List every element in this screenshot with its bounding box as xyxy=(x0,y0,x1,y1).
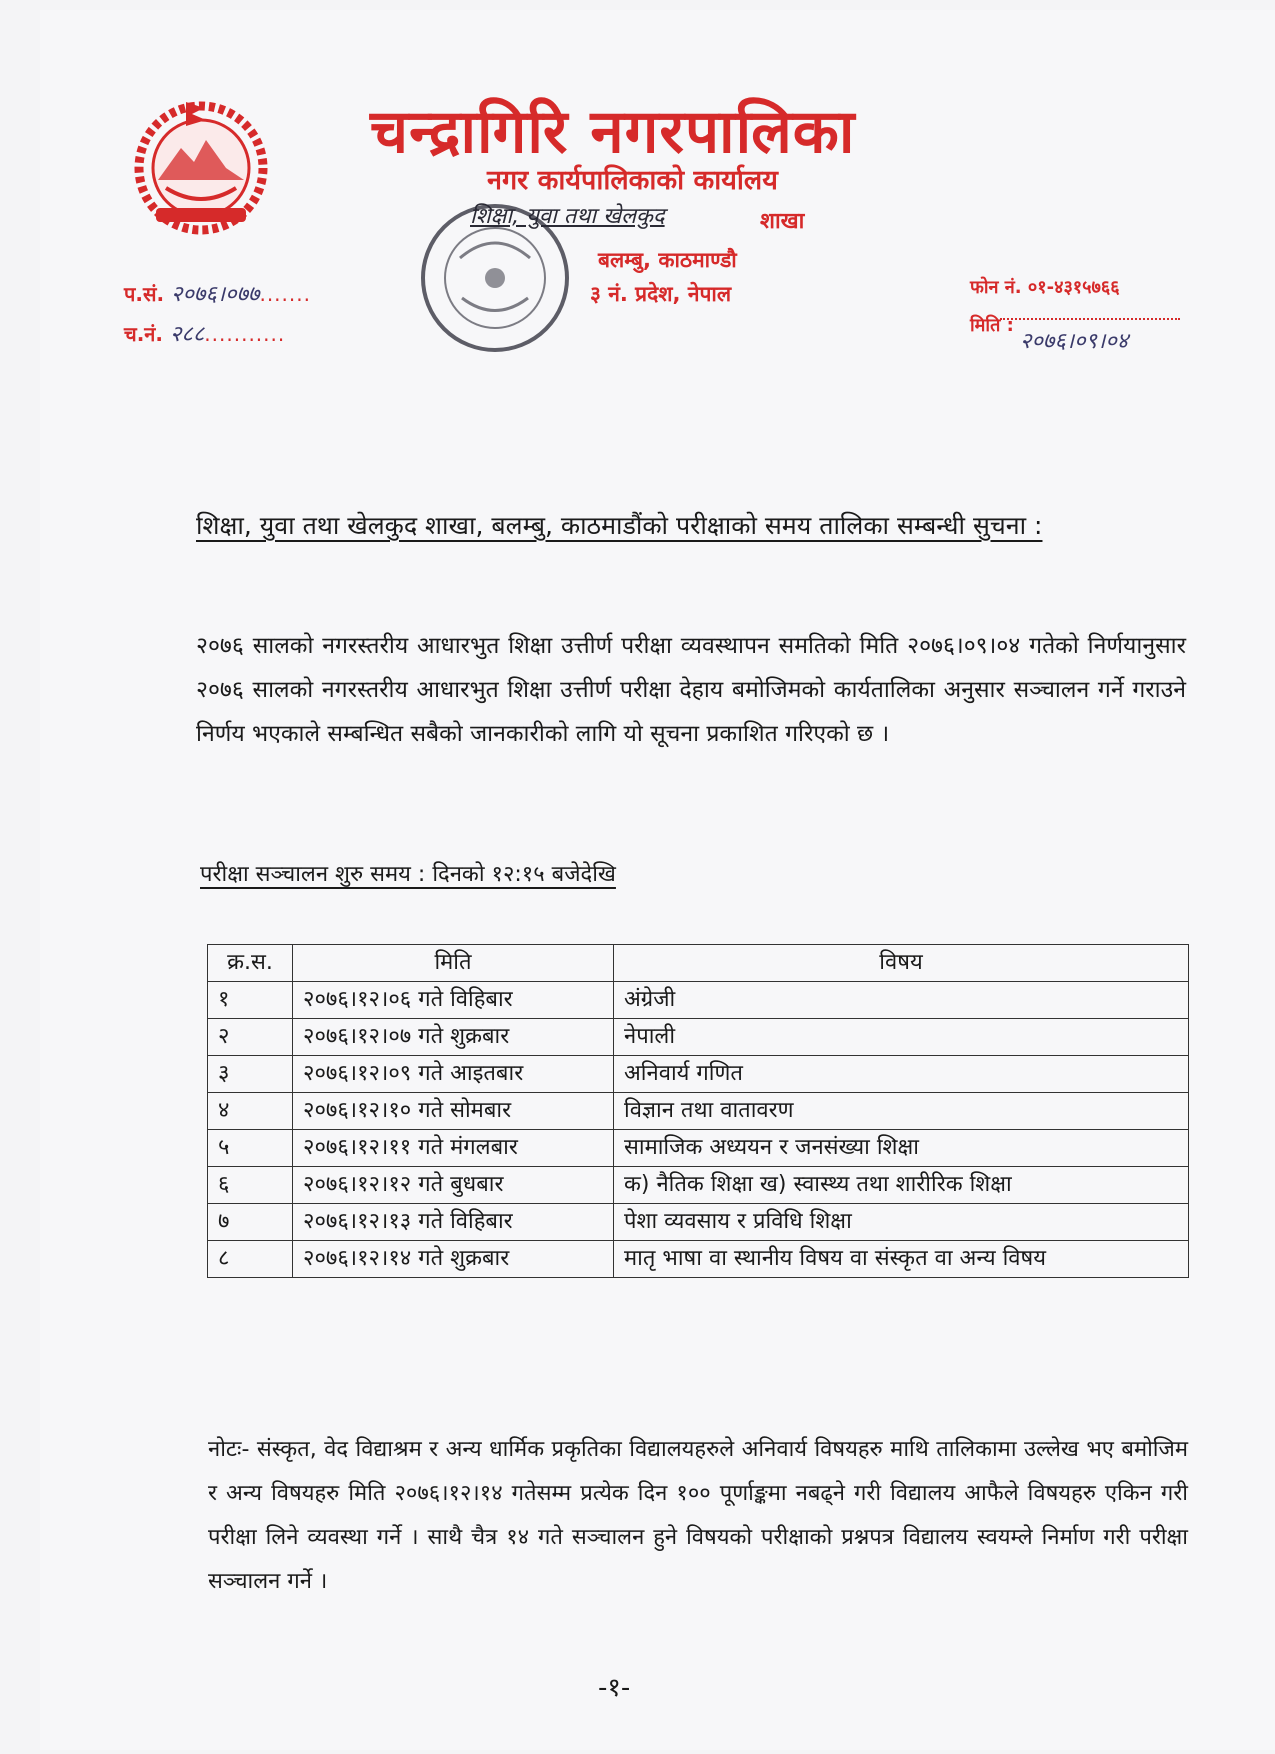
row-subject: मातृ भाषा वा स्थानीय विषय वा संस्कृत वा अन्य विषय xyxy=(614,1241,1189,1278)
row-date: २०७६।१२।०९ गते आइतबार xyxy=(293,1056,614,1093)
branch-name-handwritten: शिक्षा, युवा तथा खेलकुद xyxy=(470,204,665,229)
row-subject: विज्ञान तथा वातावरण xyxy=(614,1093,1189,1130)
reference-number: प.सं. २०७६।०७७....... xyxy=(124,282,311,307)
row-subject: पेशा व्यवसाय र प्रविधि शिक्षा xyxy=(614,1204,1189,1241)
header-subject: विषय xyxy=(614,945,1189,982)
address-line-2: ३ नं. प्रदेश, नेपाल xyxy=(590,282,732,306)
header-serial: क्र.स. xyxy=(208,945,293,982)
notice-body: २०७६ सालको नगरस्तरीय आधारभुत शिक्षा उत्तीर्ण परीक्षा व्यवस्थापन समतिको मिति २०७६।०९।०४ गतेको निर्णयानुसार २०७६ सालको नगरस्तरीय आधारभुत शिक्षा उत्तीर्ण परीक्षा देहाय बमोजिमको कार्यतालिका अनुसार सञ्चालन गर्ने गराउने निर्णय भएकाले सम्बन्धित सबैको जानकारीको लागि यो सूचना प्रकाशित गरिएको छ । xyxy=(196,633,1186,747)
reference-number-value: २०७६।०७७ xyxy=(171,282,260,307)
row-serial: ५ xyxy=(208,1130,293,1167)
table-row xyxy=(208,1167,1189,1204)
dispatch-number: च.नं. २८८........... xyxy=(124,322,286,347)
notice-heading: शिक्षा, युवा तथा खेलकुद शाखा, बलम्बु, काठमाडौंको परीक्षाको समय तालिका सम्बन्धी सुचना : xyxy=(196,511,1043,540)
page-number: -१- xyxy=(598,1673,631,1703)
row-subject: अनिवार्य गणित xyxy=(614,1056,1189,1093)
dispatch-number-value: २८८ xyxy=(169,322,205,347)
address-line-1: बलम्बु, काठमाण्डौ xyxy=(598,248,737,272)
table-row xyxy=(208,1241,1189,1278)
table-row xyxy=(208,1019,1189,1056)
row-serial: ७ xyxy=(208,1204,293,1241)
exam-start-time: परीक्षा सञ्चालन शुरु समय : दिनको १२:१५ बजेदेखि xyxy=(200,862,616,887)
office-stamp-icon xyxy=(400,188,610,368)
date-dotted-line xyxy=(1000,318,1180,320)
row-serial: ४ xyxy=(208,1093,293,1130)
row-date: २०७६।१२।१२ गते बुधबार xyxy=(293,1167,614,1204)
table-row xyxy=(208,1204,1189,1241)
row-serial: २ xyxy=(208,1019,293,1056)
row-subject: नेपाली xyxy=(614,1019,1189,1056)
row-serial: ८ xyxy=(208,1241,293,1278)
row-date: २०७६।१२।१३ गते विहिबार xyxy=(293,1204,614,1241)
row-date: २०७६।१२।१० गते सोमबार xyxy=(293,1093,614,1130)
row-date: २०७६।१२।०६ गते विहिबार xyxy=(293,982,614,1019)
row-serial: १ xyxy=(208,982,293,1019)
date-label: मिति : xyxy=(970,315,1014,336)
date-value-handwritten: २०७६।०९।०४ xyxy=(1020,329,1129,354)
table-row xyxy=(208,1056,1189,1093)
reference-number-label: प.सं. xyxy=(124,282,165,306)
table-header-row xyxy=(208,945,1189,982)
exam-schedule-table xyxy=(207,944,1189,1278)
row-subject: क) नैतिक शिक्षा ख) स्वास्थ्य तथा शारीरिक शिक्षा xyxy=(614,1167,1189,1204)
office-name: नगर कार्यपालिकाको कार्यालय xyxy=(487,165,778,196)
dispatch-number-label: च.नं. xyxy=(124,322,163,346)
table-row xyxy=(208,982,1189,1019)
row-serial: ३ xyxy=(208,1056,293,1093)
row-date: २०७६।१२।०७ गते शुक्रबार xyxy=(293,1019,614,1056)
table-row xyxy=(208,1093,1189,1130)
nepal-emblem-icon xyxy=(126,90,276,240)
row-date: २०७६।१२।१४ गते शुक्रबार xyxy=(293,1241,614,1278)
organization-name: चन्द्रागिरि नगरपालिका xyxy=(370,97,856,167)
header-date: मिति xyxy=(293,945,614,982)
row-serial: ६ xyxy=(208,1167,293,1204)
branch-suffix: शाखा xyxy=(760,209,805,234)
note-paragraph: नोटः- संस्कृत, वेद विद्याश्रम र अन्य धार्मिक प्रकृतिका विद्यालयहरुले अनिवार्य विषयहरु माथि तालिकामा उल्लेख भए बमोजिम र अन्य विषयहरु मिति २०७६।१२।१४ गतेसम्म प्रत्येक दिन १०० पूर्णाङ्कमा नबढ्ने गरी विद्यालय आफैले विषयहरु एकिन गरी परीक्षा लिने व्यवस्था गर्ने । साथै चैत्र १४ गते सञ्चालन हुने विषयको परीक्षाको प्रश्नपत्र विद्यालय स्वयम्ले निर्माण गरी परीक्षा सञ्चालन गर्ने । xyxy=(208,1437,1188,1594)
phone-number: फोन नं. ०१-४३१५७६६ xyxy=(970,277,1120,298)
row-subject: अंग्रेजी xyxy=(614,982,1189,1019)
row-subject: सामाजिक अध्ययन र जनसंख्या शिक्षा xyxy=(614,1130,1189,1167)
row-date: २०७६।१२।११ गते मंगलबार xyxy=(293,1130,614,1167)
table-row xyxy=(208,1130,1189,1167)
